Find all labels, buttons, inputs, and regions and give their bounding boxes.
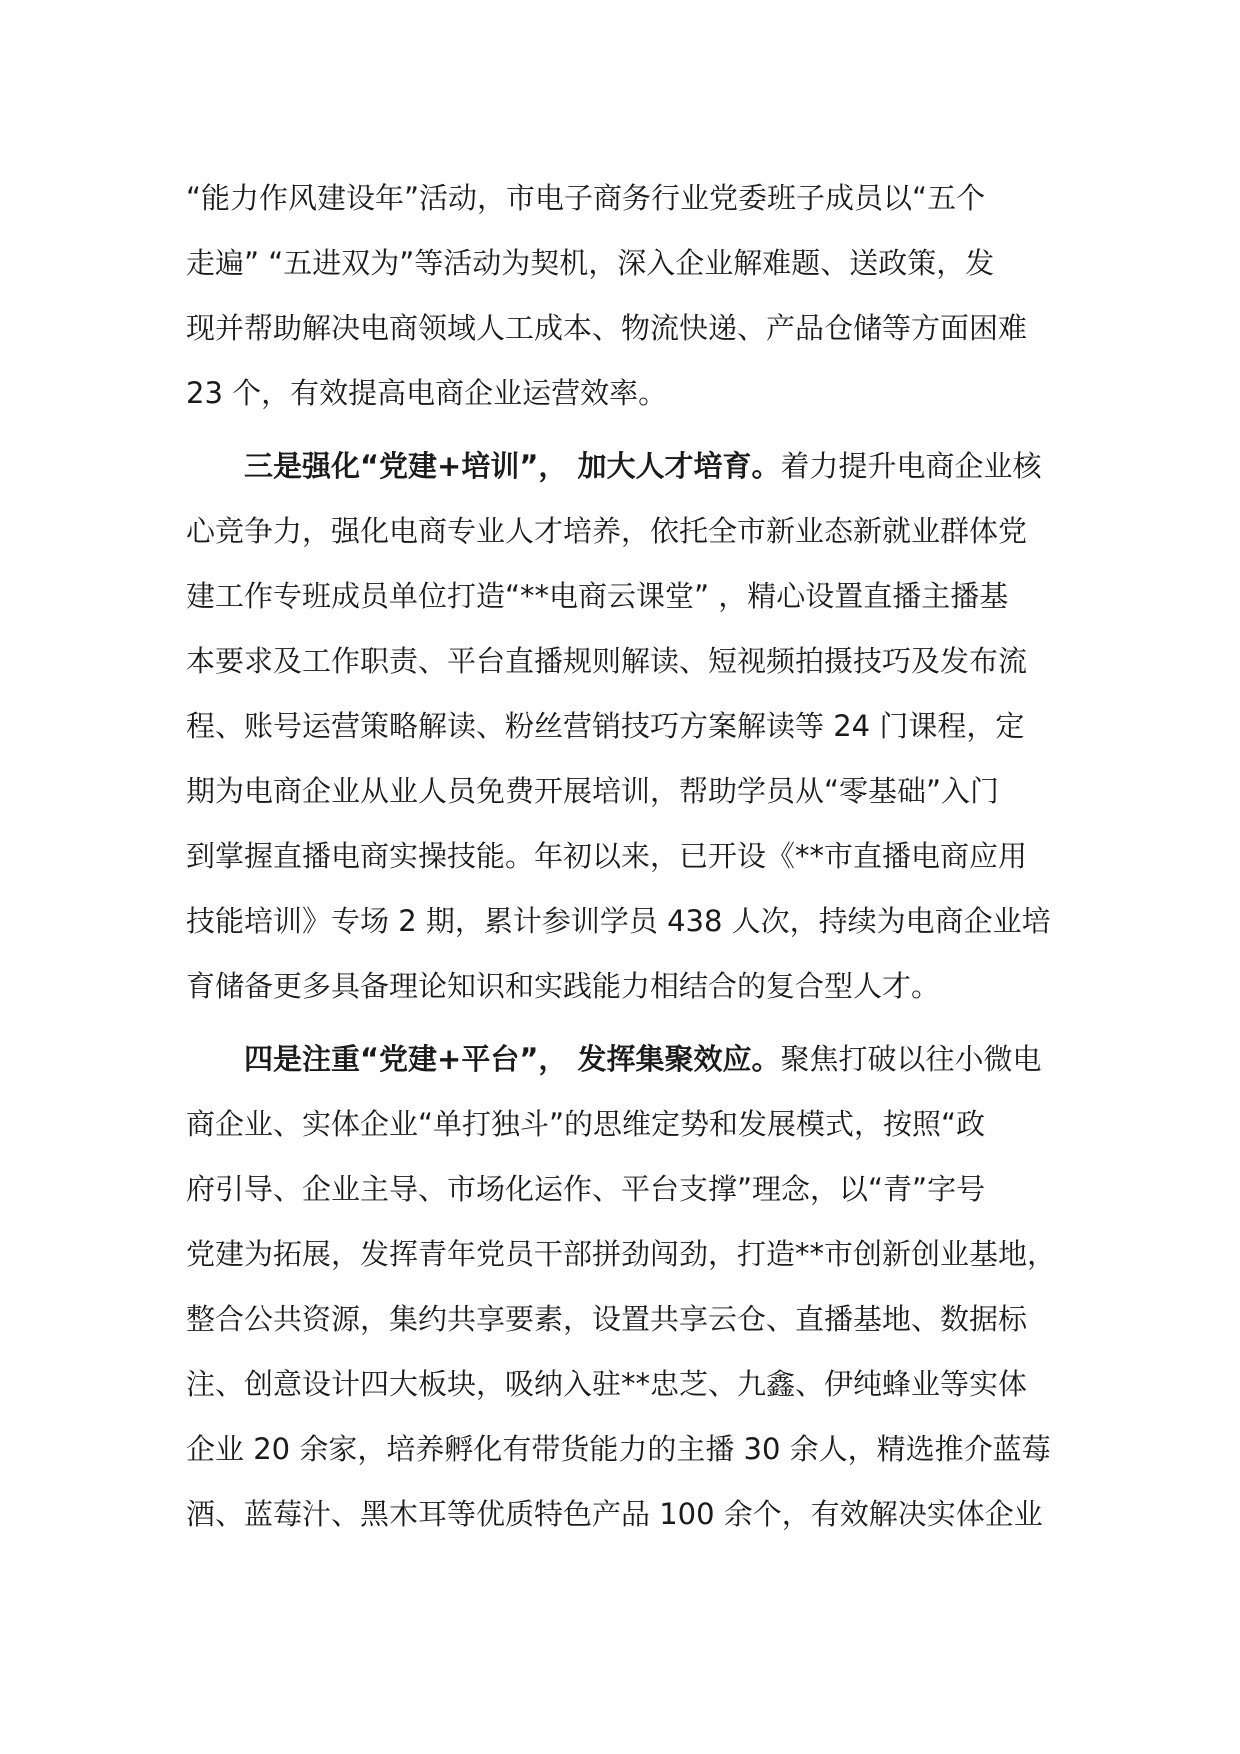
text-line: 技能培训》专场 2 期，累计参训学员 438 人次，持续为电商企业培 [186,904,1051,938]
text-line: 酒、蓝莓汁、黑木耳等优质特色产品 100 余个，有效解决实体企业 [186,1497,1043,1531]
text-line: 走遍” “五进双为”等活动为契机，深入企业解难题、送政策，发 [186,246,995,280]
paragraph-3 [186,1027,1066,1547]
text-line: 党建为拓展，发挥青年党员干部拼劲闯劲，打造**市创新创业基地， [186,1237,1057,1271]
text-line: 现并帮助解决电商领域人工成本、物流快递、产品仓储等方面困难 [186,311,1028,345]
text-line: 程、账号运营策略解读、粉丝营销技巧方案解读等 24 门课程，定 [186,709,1025,743]
text-line: 商企业、实体企业“单打独斗”的思维定势和发展模式，按照“政 [186,1107,986,1141]
text-line: 注、创意设计四大板块，吸纳入驻**忠芝、九鑫、伊纯蜂业等实体 [186,1367,1028,1401]
document-body [186,166,1066,1547]
text-line: 本要求及工作职责、平台直播规则解读、短视频拍摄技巧及发布流 [186,644,1028,678]
text-line-first [186,434,1066,499]
text-line: 心竞争力，强化电商专业人才培养，依托全市新业态新就业群体党 [186,514,1028,548]
text-line: 23 个，有效提高电商企业运营效率。 [186,376,668,410]
text-line: 到掌握直播电商实操技能。年初以来，已开设《**市直播电商应用 [186,839,1028,873]
paragraph-1 [186,166,1066,426]
paragraph-2 [186,434,1066,1019]
text-run: 聚焦打破以往小微电 [780,1042,1042,1076]
paragraph-heading: 四是注重“党建+平台”， 发挥集聚效应。 [244,1042,781,1076]
text-run: 着力提升电商企业核 [780,449,1042,483]
paragraph-heading: 三是强化“党建+培训”， 加大人才培育。 [244,449,781,483]
text-line: 育储备更多具备理论知识和实践能力相结合的复合型人才。 [186,969,941,1003]
text-line: 企业 20 余家，培养孵化有带货能力的主播 30 余人，精选推介蓝莓 [186,1432,1051,1466]
text-line: 建工作专班成员单位打造“**电商云课堂” ，精心设置直播主播基 [186,579,1009,613]
text-line: “能力作风建设年”活动，市电子商务行业党委班子成员以“五个 [186,181,986,215]
text-line: 期为电商企业从业人员免费开展培训，帮助学员从“零基础”入门 [186,774,1000,808]
text-line-first [186,1027,1066,1092]
text-line: 府引导、企业主导、市场化运作、平台支撑”理念，以“青”字号 [186,1172,986,1206]
text-line: 整合公共资源，集约共享要素，设置共享云仓、直播基地、数据标 [186,1302,1028,1336]
